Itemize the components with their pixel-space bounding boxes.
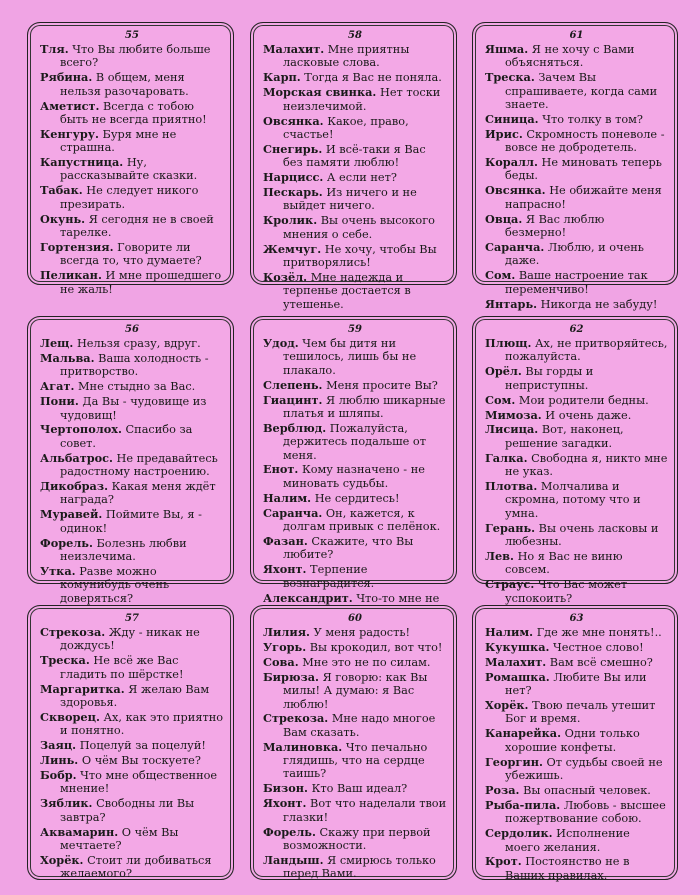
card-entries <box>263 43 447 311</box>
card-entry <box>40 269 224 296</box>
card-entry <box>485 799 668 826</box>
card-entry <box>485 71 668 111</box>
entry-speaker: Пони. <box>40 394 79 409</box>
card-entry <box>263 143 447 170</box>
entry-speaker: Коралл. <box>485 155 538 170</box>
entry-speaker: Линь. <box>40 753 79 768</box>
entry-text: Скажу при первой возможности. <box>283 825 431 852</box>
card-entry <box>40 826 224 853</box>
entry-speaker: Кролик. <box>263 213 318 228</box>
entry-text: Всегда с тобою быть не всегда приятно! <box>60 99 207 126</box>
entry-speaker: Янтарь. <box>485 296 538 311</box>
card-entry <box>40 213 224 240</box>
entry-text: Да Вы - чудовище из чудовищ! <box>60 395 207 422</box>
entry-speaker: Маргаритка. <box>40 681 125 696</box>
entry-speaker: Бизон. <box>263 781 308 796</box>
card-entry <box>485 241 668 268</box>
entry-text: Разве можно комунибудь очень доверяться? <box>60 564 170 605</box>
entry-text: Не хочу, чтобы Вы притворялись! <box>283 242 437 269</box>
entry-text: Но я Вас не виню совсем. <box>505 549 623 577</box>
entry-speaker: Бобр. <box>40 768 77 782</box>
card-entry <box>40 241 224 268</box>
card-entry <box>40 337 224 350</box>
card-entry <box>263 826 447 853</box>
entry-text: Одни только хорошие конфеты. <box>505 727 640 754</box>
entry-text: Скажите, что Вы любите? <box>283 534 414 562</box>
entry-speaker: Плотва. <box>485 479 538 493</box>
entry-speaker: Саранча. <box>485 239 545 254</box>
card-entry <box>40 626 224 653</box>
card-entry <box>40 100 224 127</box>
entry-text: Я люблю шикарные платья и шляпы. <box>283 393 446 420</box>
card-entries <box>485 337 668 605</box>
entry-text: А если нет? <box>326 171 397 185</box>
entry-speaker: Угорь. <box>263 639 307 654</box>
card-58 <box>250 22 457 311</box>
card-entry <box>485 578 668 605</box>
entry-speaker: Александрит. <box>263 590 353 605</box>
card-entry <box>263 271 447 311</box>
entry-text: Что-то мне не <box>356 591 440 605</box>
card-entry <box>40 184 224 211</box>
entry-text: Что толку в том? <box>542 112 643 126</box>
entry-speaker: Малахит. <box>485 654 547 669</box>
entry-text: Стоит ли добиваться желаемого? <box>60 853 212 881</box>
card-entries <box>40 43 224 296</box>
entry-text: Вы горды и неприступны. <box>505 365 594 392</box>
entry-text: И всё-таки я Вас без памяти люблю! <box>283 142 426 170</box>
entry-speaker: Аквамарин. <box>40 824 119 839</box>
card-number: 58 <box>348 30 362 41</box>
card-entry <box>263 656 447 669</box>
entry-text: Свободна я, никто мне не указ. <box>505 451 668 479</box>
entry-speaker: Стрекоза. <box>263 711 329 726</box>
card-57 <box>27 605 234 880</box>
entry-text: Я Вас люблю безмерно! <box>505 212 605 240</box>
entry-text: Люблю, и очень даже. <box>505 240 644 268</box>
entry-speaker: Жемчуг. <box>263 241 322 256</box>
card-number: 63 <box>569 613 584 624</box>
card-entry <box>485 522 668 549</box>
card-entry <box>263 43 447 70</box>
card-entry <box>263 671 447 711</box>
entry-speaker: Сом. <box>485 392 516 407</box>
card-entry <box>263 782 447 795</box>
card-entry <box>40 565 224 605</box>
entry-speaker: Заяц. <box>40 738 77 753</box>
entry-speaker: Ландыш. <box>263 852 324 867</box>
card-entry <box>263 507 447 534</box>
card-entry <box>485 213 668 240</box>
card-entry <box>263 854 447 881</box>
entry-text: Честное слово! <box>553 640 644 654</box>
card-entry <box>485 452 668 479</box>
entry-speaker: Гортензия. <box>40 239 114 254</box>
entry-text: Вы очень ласковы и любезны. <box>505 521 659 548</box>
entry-text: Буря мне не страшна. <box>60 127 177 155</box>
card-entry <box>263 115 447 142</box>
entry-text: Говорите ли всегда то, что думаете? <box>60 240 202 268</box>
card-entry <box>40 43 224 70</box>
card-entry <box>485 337 668 364</box>
card-entry <box>263 712 447 739</box>
entry-text: Поймите Вы, я - одинок! <box>60 508 202 535</box>
entry-speaker: Малиновка. <box>263 739 343 754</box>
card-entry <box>485 756 668 783</box>
entry-text: Не всё же Вас гладить по шёрстке! <box>60 654 184 681</box>
entry-text: Мне стыдно за Вас. <box>77 380 196 394</box>
entry-text: Скромность поневоле - вовсе не добродетель. <box>505 127 665 155</box>
entry-speaker: Кукушка. <box>485 639 550 654</box>
entry-text: Постоянство не в Ваших правилах. <box>505 855 630 882</box>
entry-speaker: Сова. <box>263 654 299 669</box>
entry-speaker: Лещ. <box>40 336 74 350</box>
entry-text: Тогда я Вас не поняла. <box>304 71 442 85</box>
card-entry <box>485 641 668 654</box>
card-entry <box>485 727 668 754</box>
card-entry <box>40 480 224 507</box>
card-entry <box>40 854 224 881</box>
entry-text: Ваше настроение так переменчиво! <box>505 269 648 296</box>
entry-speaker: Саранча. <box>263 505 323 520</box>
card-entry <box>40 128 224 155</box>
card-entries <box>263 337 447 618</box>
card-entry <box>485 43 668 70</box>
card-entry <box>485 365 668 392</box>
card-entry <box>263 797 447 824</box>
entry-speaker: Верблюд. <box>263 420 327 435</box>
entry-speaker: Енот. <box>263 462 299 477</box>
entry-speaker: Сом. <box>485 268 516 283</box>
entry-text: Меня просите Вы? <box>326 378 438 392</box>
entry-speaker: Ромашка. <box>485 669 550 684</box>
entry-text: Какое, право, счастье! <box>283 114 409 141</box>
entry-speaker: Налим. <box>263 490 312 505</box>
card-entry <box>263 492 447 505</box>
entry-text: Вам всё смешно? <box>549 655 653 669</box>
entry-text: Где же мне понять!.. <box>536 626 662 639</box>
entry-text: Не миновать теперь беды. <box>505 156 662 183</box>
card-entry <box>485 128 668 155</box>
entry-text: Терпение вознаградится. <box>283 563 375 590</box>
entry-speaker: Лев. <box>485 548 514 563</box>
entry-text: Исполнение моего желания. <box>505 827 630 854</box>
card-entry <box>263 86 447 113</box>
card-entry <box>263 463 447 490</box>
entry-speaker: Хорёк. <box>40 852 84 867</box>
entry-speaker: Форель. <box>263 824 316 839</box>
entry-speaker: Козёл. <box>263 269 308 284</box>
card-entry <box>485 298 668 311</box>
entry-speaker: Зяблик. <box>40 796 93 811</box>
card-entries <box>263 626 447 881</box>
card-60 <box>250 605 457 880</box>
entry-speaker: Мальва. <box>40 350 95 365</box>
entry-speaker: Форель. <box>40 535 93 550</box>
entry-speaker: Овца. <box>485 211 523 226</box>
entry-speaker: Снегирь. <box>263 141 323 156</box>
entry-text: От судьбы своей не убежишь. <box>505 755 663 782</box>
entry-text: Я не хочу с Вами объясняться. <box>505 43 635 70</box>
card-entry <box>263 214 447 241</box>
card-entry <box>485 626 668 639</box>
card-entry <box>485 269 668 296</box>
entry-speaker: Пескарь. <box>263 185 323 199</box>
entry-speaker: Табак. <box>40 183 83 198</box>
card-entry <box>263 422 447 462</box>
entry-speaker: Чертополох. <box>40 422 122 437</box>
entry-text: Мне это не по силам. <box>302 655 431 669</box>
entry-text: Я сегодня не в своей тарелке. <box>60 212 214 240</box>
entry-text: Что мне общественное мнение! <box>60 769 218 796</box>
entry-speaker: Канарейка. <box>485 726 562 741</box>
card-entry <box>40 508 224 535</box>
card-entries <box>485 43 668 311</box>
card-entry <box>485 113 668 126</box>
entry-text: Зачем Вы спрашиваете, когда сами знаете. <box>505 71 658 111</box>
entry-text: Я говорю: как Вы милы! А думаю: я Вас люблю! <box>283 670 428 711</box>
entry-text: Ах, как это приятно и понятно. <box>60 710 224 738</box>
entry-text: Кому назначено - не миновать судьбы. <box>283 463 425 490</box>
entry-text: И очень даже. <box>545 408 632 422</box>
entry-text: Вы очень высокого мнения о себе. <box>283 214 435 241</box>
entry-speaker: Рыба-пила. <box>485 797 561 812</box>
entry-speaker: Аметист. <box>40 98 100 113</box>
card-number: 60 <box>348 613 362 624</box>
card-entry <box>485 423 668 450</box>
entry-text: Ах, не притворяйтесь, пожалуйста. <box>505 337 668 364</box>
entry-text: Поцелуй за поцелуй! <box>79 739 206 753</box>
card-entry <box>263 626 447 639</box>
entry-text: Не сердитесь! <box>314 491 400 505</box>
entry-speaker: Яхонт. <box>263 562 307 577</box>
entry-text: Чем бы дитя ни тешилось, лишь бы не плакало. <box>283 337 417 377</box>
entry-text: Жду - никак не дождусь! <box>60 626 200 653</box>
card-entry <box>263 186 447 213</box>
card-entries <box>40 626 224 881</box>
entry-speaker: Мимоза. <box>485 407 542 422</box>
entry-text: Свободны ли Вы завтра? <box>60 797 195 824</box>
card-entry <box>40 754 224 767</box>
card-entry <box>485 409 668 422</box>
entry-speaker: Ирис. <box>485 126 523 141</box>
card-entry <box>40 380 224 393</box>
entry-speaker: Фазан. <box>263 533 308 548</box>
entry-speaker: Нарцисс. <box>263 170 324 185</box>
entry-speaker: Треска. <box>485 70 535 85</box>
entry-speaker: Малахит. <box>263 42 325 56</box>
card-number: 56 <box>125 324 139 335</box>
entry-text: Твою печаль утешит Бог и время. <box>505 699 656 726</box>
entry-speaker: Плющ. <box>485 336 532 350</box>
entry-text: Любовь - высшее пожертвование собою. <box>505 798 666 826</box>
entry-speaker: Бирюза. <box>263 669 319 684</box>
card-entry <box>40 683 224 710</box>
card-56 <box>27 316 234 605</box>
card-number: 61 <box>569 30 584 41</box>
card-entry <box>485 184 668 211</box>
card-entry <box>263 379 447 392</box>
card-entry <box>263 71 447 84</box>
entry-text: В общем, меня нельзя разочаровать. <box>60 71 189 98</box>
entry-text: Нет тоски неизлечимой. <box>283 86 441 113</box>
entry-speaker: Капустница. <box>40 155 124 170</box>
entry-speaker: Удод. <box>263 336 299 350</box>
card-entry <box>485 156 668 183</box>
card-55 <box>27 22 234 296</box>
entry-speaker: Яшма. <box>485 42 529 56</box>
entry-text: Спасибо за совет. <box>60 423 193 450</box>
entry-text: Мне приятны ласковые слова. <box>283 43 410 70</box>
entry-speaker: Страус. <box>485 577 535 592</box>
card-62 <box>472 316 678 605</box>
entry-text: Какая меня ждёт награда? <box>60 480 216 507</box>
card-number: 57 <box>125 613 139 624</box>
entry-text: Я смирюсь только перед Вами. <box>283 853 436 881</box>
card-entry <box>40 395 224 422</box>
entry-speaker: Окунь. <box>40 211 86 226</box>
entry-text: О чём Вы мечтаете? <box>60 825 179 852</box>
card-entry <box>40 352 224 379</box>
entry-text: Он, кажется, к долгам привык с пелёнок. <box>283 506 441 534</box>
entry-speaker: Скворец. <box>40 709 100 724</box>
entry-text: У меня радость! <box>313 626 411 639</box>
entry-speaker: Кенгуру. <box>40 126 99 141</box>
card-entry <box>485 784 668 797</box>
entry-text: Вы крокодил, вот что! <box>309 640 443 654</box>
entry-speaker: Яхонт. <box>263 796 307 811</box>
entry-speaker: Рябина. <box>40 70 93 85</box>
card-entry <box>263 337 447 377</box>
entry-text: Не обижайте меня напрасно! <box>505 184 662 211</box>
entry-text: Нельзя сразу, вдруг. <box>76 337 201 350</box>
card-59 <box>250 316 457 605</box>
card-entry <box>485 550 668 577</box>
card-entry <box>263 563 447 590</box>
entry-speaker: Морская свинка. <box>263 85 377 100</box>
entry-text: Не следует никого презирать. <box>60 184 199 211</box>
entry-speaker: Альбатрос. <box>40 450 113 465</box>
card-entries <box>40 337 224 605</box>
card-entry <box>40 711 224 738</box>
entry-text: Мне надежда и терпенье достается в утешенье. <box>283 270 411 311</box>
card-entry <box>263 535 447 562</box>
entry-speaker: Агат. <box>40 379 75 394</box>
entry-text: Молчалива и скромна, потому что и умна. <box>505 480 641 520</box>
card-entries <box>485 626 668 882</box>
entry-speaker: Муравей. <box>40 507 103 522</box>
entry-speaker: Синица. <box>485 111 539 126</box>
entry-speaker: Герань. <box>485 520 536 535</box>
card-entry <box>485 827 668 854</box>
card-entry <box>40 797 224 824</box>
card-entry <box>485 855 668 882</box>
entry-speaker: Лисица. <box>485 422 539 437</box>
card-number: 62 <box>569 324 584 335</box>
entry-text: Болезнь любви неизлечима. <box>60 536 187 563</box>
entry-speaker: Стрекоза. <box>40 625 106 639</box>
entry-text: Ну, рассказывайте сказки. <box>60 156 198 183</box>
entry-speaker: Утка. <box>40 563 76 578</box>
entry-speaker: Гиацинт. <box>263 392 323 407</box>
entry-speaker: Налим. <box>485 625 534 639</box>
card-entry <box>40 423 224 450</box>
entry-text: Я желаю Вам здоровья. <box>60 682 210 709</box>
entry-text: Из ничего и не выйдет ничего. <box>283 186 417 213</box>
entry-speaker: Треска. <box>40 653 90 668</box>
card-entry <box>485 656 668 669</box>
entry-speaker: Орёл. <box>485 364 522 379</box>
entry-speaker: Овсянка. <box>263 113 324 128</box>
entry-speaker: Роза. <box>485 782 520 797</box>
entry-speaker: Сердолик. <box>485 826 553 841</box>
entry-speaker: Георгин. <box>485 754 543 769</box>
card-entry <box>40 739 224 752</box>
card-entry <box>263 394 447 421</box>
card-entry <box>40 769 224 796</box>
entry-text: Что Вас может успокоить? <box>505 578 628 605</box>
card-entry <box>263 641 447 654</box>
card-entry <box>40 537 224 564</box>
card-63 <box>472 605 678 880</box>
entry-speaker: Лилия. <box>263 625 310 639</box>
entry-text: Вот что наделали твои глазки! <box>283 797 447 824</box>
entry-text: Не предавайтесь радостному настроению. <box>60 451 218 479</box>
entry-text: Мне надо многое Вам сказать. <box>283 712 436 739</box>
entry-speaker: Пеликан. <box>40 268 102 283</box>
card-entry <box>485 480 668 520</box>
card-number: 59 <box>348 324 362 335</box>
card-entry <box>263 741 447 781</box>
entry-speaker: Слепень. <box>263 377 323 392</box>
card-number: 55 <box>125 30 139 41</box>
card-entry <box>485 699 668 726</box>
entry-speaker: Хорёк. <box>485 698 529 713</box>
entry-text: Что Вы любите больше всего? <box>60 43 211 70</box>
entry-text: Ваша холодность - притворство. <box>60 351 209 379</box>
entry-text: Кто Ваш идеал? <box>311 782 408 796</box>
card-entry <box>263 243 447 270</box>
entry-text: И мне прошедшего не жаль! <box>60 269 222 296</box>
card-entry <box>485 394 668 407</box>
entry-speaker: Карп. <box>263 70 301 85</box>
card-entry <box>40 452 224 479</box>
entry-text: Мои родители бедны. <box>518 393 649 407</box>
entry-text: Что печально глядишь, что на сердце таишь? <box>283 740 428 781</box>
entry-speaker: Галка. <box>485 450 528 465</box>
entry-speaker: Дикобраз. <box>40 479 109 493</box>
card-61 <box>472 22 678 311</box>
entry-speaker: Крот. <box>485 854 522 869</box>
entry-text: Любите Вы или нет? <box>505 670 647 698</box>
card-entry <box>40 654 224 681</box>
entry-text: Никогда не забуду! <box>540 297 658 311</box>
card-entry <box>485 671 668 698</box>
entry-speaker: Овсянка. <box>485 183 546 198</box>
entry-text: О чём Вы тоскуете? <box>81 754 201 768</box>
entry-text: Вы опасный человек. <box>523 783 651 797</box>
entry-text: Вот, наконец, решение загадки. <box>505 423 624 450</box>
card-entry <box>40 71 224 98</box>
entry-text: Пожалуйста, держитесь подальше от меня. <box>283 421 426 462</box>
card-entry <box>40 156 224 183</box>
entry-speaker: Тля. <box>40 42 69 56</box>
card-entry <box>263 171 447 184</box>
